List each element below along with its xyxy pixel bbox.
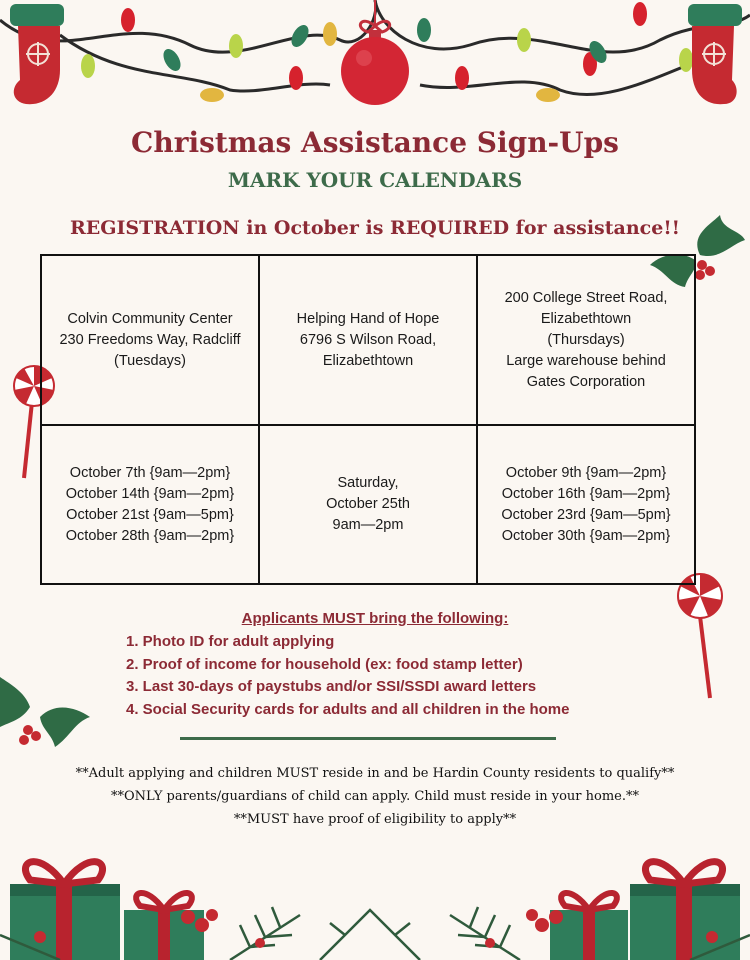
schedule-table [40, 254, 696, 585]
stocking-icon [6, 0, 72, 112]
candy-cane-icon [674, 570, 730, 700]
eligibility-notes [0, 762, 750, 831]
list-item: 3. Last 30-days of paystubs and/or SSI/SSDI award letters [126, 678, 537, 695]
ornament-icon [336, 0, 416, 110]
note-line: **MUST have proof of eligibility to apply** [233, 812, 517, 827]
page-subtitle: MARK YOUR CALENDARS [227, 168, 523, 192]
requirements-list [126, 631, 569, 721]
divider [180, 737, 556, 740]
page-title: Christmas Assistance Sign-Ups [131, 126, 619, 159]
stocking-icon [680, 0, 746, 112]
location-cell: Helping Hand of Hope 6796 S Wilson Road, Elizabethtown [260, 256, 478, 426]
list-item: 1. Photo ID for adult applying [126, 633, 335, 650]
note-line: **ONLY parents/guardians of child can apply. Child must reside in your home.** [110, 789, 639, 804]
requirements-heading: Applicants MUST bring the following: [241, 610, 509, 627]
dates-cell: October 9th {9am—2pm} October 16th {9am—2pm} October 23rd {9am—5pm} October 30th {9am—2pm} [501, 464, 671, 544]
dates-cell: Saturday, October 25th 9am—2pm [260, 426, 478, 583]
registration-notice: REGISTRATION in October is REQUIRED for assistance!! [69, 217, 680, 239]
note-line: **Adult applying and children MUST reside in and be Hardin County residents to qualify** [75, 766, 675, 781]
location-cell: Colvin Community Center 230 Freedoms Way, Radcliff (Tuesdays) [42, 256, 260, 426]
dates-cell: October 7th {9am—2pm} October 14th {9am—2pm} October 21st {9am—5pm} October 28th {9am—2pm} [42, 426, 260, 583]
location-cell: 200 College Street Road, Elizabethtown (Thursdays) Large warehouse behind Gates Corporation [478, 256, 694, 426]
list-item: 2. Proof of income for household (ex: food stamp letter) [126, 655, 523, 673]
pine-branch-icon [0, 895, 750, 960]
list-item: 4. Social Security cards for adults and all children in the home [126, 700, 570, 718]
holly-icon [0, 672, 95, 752]
